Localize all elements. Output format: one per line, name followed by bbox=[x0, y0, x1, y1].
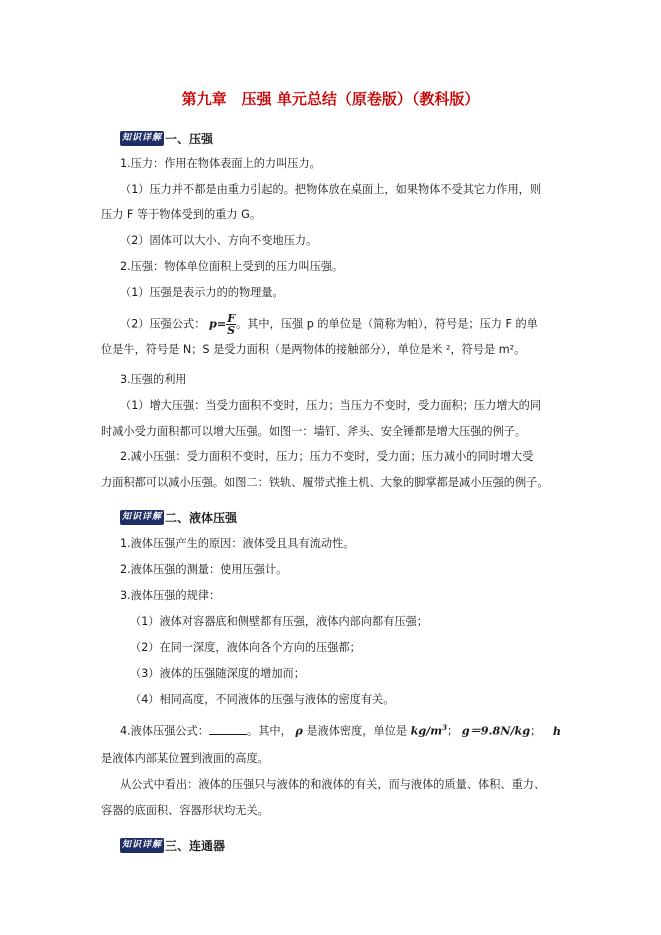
text-line: 2.压强：物体单位面积上受到的压力叫压强。 bbox=[120, 260, 344, 273]
page-title: 第九章 压强 单元总结（原卷版）（教科版） bbox=[181, 90, 480, 108]
section-heading-connected-vessels bbox=[120, 835, 225, 855]
text-line: （2）在同一深度，液体向各个方向的压强都； bbox=[130, 641, 361, 654]
formula-line bbox=[120, 720, 561, 740]
knowledge-badge: 知识详解 bbox=[120, 131, 164, 146]
text-line: （1）压力并不都是由重力引起的。把物体放在桌面上，如果物体不受其它力作用，则 bbox=[120, 183, 542, 196]
pressure-fraction bbox=[226, 313, 236, 336]
rho-symbol: ρ bbox=[295, 723, 303, 738]
height-symbol: h bbox=[552, 723, 562, 738]
fraction-denominator: S bbox=[227, 324, 236, 337]
formula-mid: 。其中， bbox=[247, 724, 292, 738]
text-line: （1）液体对容器底和侧壁都有压强，液体内部向都有压强； bbox=[130, 615, 428, 628]
text-line: 1.压力：作用在物体表面上的力叫压力。 bbox=[120, 157, 321, 170]
text-line: 压力 F 等于物体受到的重力 G。 bbox=[101, 208, 262, 221]
text-line: 是液体内部某位置到液面的高度。 bbox=[101, 752, 269, 765]
fill-blank bbox=[209, 723, 247, 735]
formula-line bbox=[120, 313, 538, 336]
knowledge-badge: 知识详解 bbox=[120, 838, 164, 853]
text-line: 容器的底面积、容器形状均无关。 bbox=[101, 804, 269, 817]
text-line: （3）液体的压强随深度的增加而； bbox=[130, 667, 305, 680]
text-line: （2）固体可以大小、方向不变地压力。 bbox=[120, 234, 318, 247]
formula-prefix: （2）压强公式： bbox=[120, 317, 206, 331]
text-line: 从公式中看出：液体的压强只与液体的和液体的有关，而与液体的质量、体积、重力、 bbox=[120, 778, 546, 791]
section-heading-pressure bbox=[120, 128, 213, 148]
separator: ； bbox=[530, 724, 542, 738]
text-line: （1）增大压强：当受力面积不变时，压力；当压力不变时，受力面积；压力增大的同 bbox=[120, 399, 542, 412]
rho-text: 是液体密度，单位是 bbox=[306, 724, 408, 738]
section-title: 一、压强 bbox=[165, 131, 214, 146]
formula-eq: = bbox=[216, 316, 227, 331]
text-line: （4）相同高度，不同液体的压强与液体的密度有关。 bbox=[130, 693, 395, 706]
formula-p: p bbox=[209, 316, 217, 331]
separator: ； bbox=[446, 724, 459, 738]
section-title: 二、液体压强 bbox=[165, 510, 238, 525]
text-line: 2.减小压强：受力面积不变时，压力；压力不变时，受力面；压力减小的同时增大受 bbox=[120, 450, 534, 463]
text-line: 时减小受力面积都可以增大压强。如图一：墙钉、斧头、安全锤都是增大压强的例子。 bbox=[101, 425, 527, 438]
text-line: 1.液体压强产生的原因：液体受且具有流动性。 bbox=[120, 537, 355, 550]
text-line: 3.压强的利用 bbox=[120, 373, 187, 386]
density-unit: kg/m bbox=[410, 723, 443, 738]
text-line: 3.液体压强的规律： bbox=[120, 589, 221, 602]
text-line: （1）压强是表示力的的物理量。 bbox=[120, 286, 284, 299]
section-title: 三、连通器 bbox=[165, 838, 226, 853]
formula-suffix: 。其中，压强 p 的单位是（简称为帕），符号是；压力 F 的单 bbox=[236, 317, 538, 331]
density-unit-exp: 3 bbox=[442, 723, 447, 732]
gravity-constant: g＝9.8N/kg bbox=[461, 723, 531, 738]
formula-prefix: 4.液体压强公式： bbox=[120, 724, 209, 738]
text-line: 2.液体压强的测量：使用压强计。 bbox=[120, 563, 288, 576]
text-line: 位是牛，符号是 N；S 是受力面积（是两物体的接触部分），单位是米 ²，符号是 m²。 bbox=[101, 343, 526, 356]
fraction-numerator: F bbox=[227, 312, 236, 325]
section-heading-liquid-pressure bbox=[120, 507, 237, 527]
text-line: 力面积都可以减小压强。如图二：铁轨、履带式推土机、大象的脚掌都是减小压强的例子。 bbox=[101, 476, 549, 489]
knowledge-badge: 知识详解 bbox=[120, 510, 164, 525]
